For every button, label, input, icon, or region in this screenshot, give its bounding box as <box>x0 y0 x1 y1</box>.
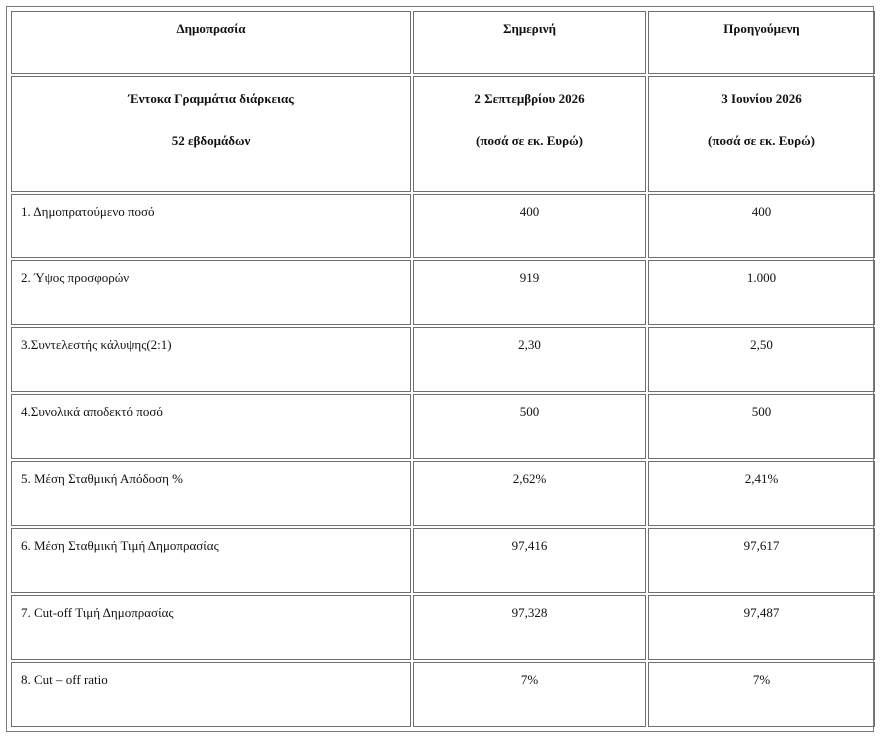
current-value-cell <box>413 327 646 392</box>
current-value-cell <box>413 461 646 526</box>
header-previous-label: Προηγούμενη <box>723 21 800 36</box>
previous-value-cell <box>648 194 875 259</box>
row-label: 7. Cut-off Τιμή Δημοπρασίας <box>21 605 174 621</box>
current-value: 500 <box>519 404 540 420</box>
current-amount-unit: (ποσά σε εκ. Ευρώ) <box>476 132 583 148</box>
previous-value-cell <box>648 461 875 526</box>
previous-value-cell <box>648 260 875 325</box>
row-label-cell <box>11 528 411 593</box>
instrument-duration: 52 εβδομάδων <box>171 132 251 148</box>
current-value: 400 <box>519 203 540 219</box>
header-previous <box>648 11 875 74</box>
header-auction-label: Δημοπρασία <box>176 21 246 36</box>
row-label: 4.Συνολικά αποδεκτό ποσό <box>21 404 163 420</box>
previous-value-cell <box>648 327 875 392</box>
row-label: 2. Ύψος προσφορών <box>21 270 130 286</box>
current-value-cell <box>413 194 646 259</box>
current-value: 97,416 <box>511 538 548 554</box>
previous-auction-date: 3 Ιουνίου 2026 <box>721 90 802 106</box>
current-value-cell <box>413 662 646 727</box>
row-label-cell <box>11 194 411 259</box>
table-row <box>11 662 875 727</box>
current-value: 2,62% <box>512 471 547 487</box>
header-current <box>413 11 646 74</box>
instrument-name: Έντοκα Γραμμάτια διάρκειας <box>128 90 294 106</box>
row-label-cell <box>11 662 411 727</box>
previous-value-cell <box>648 595 875 660</box>
table-row <box>11 260 875 325</box>
current-auction-date: 2 Σεπτεμβρίου 2026 <box>474 90 585 106</box>
auction-results-table <box>9 9 877 729</box>
previous-value-cell <box>648 662 875 727</box>
previous-value: 97,487 <box>743 605 780 621</box>
row-label: 6. Μέση Σταθμική Τιμή Δημοπρασίας <box>21 538 219 554</box>
table-row <box>11 194 875 259</box>
table-row <box>11 528 875 593</box>
row-label: 5. Μέση Σταθμική Απόδοση % <box>21 471 183 487</box>
row-label-cell <box>11 394 411 459</box>
previous-value-cell <box>648 394 875 459</box>
row-label: 3.Συντελεστής κάλυψης(2:1) <box>21 337 172 353</box>
header-current-label: Σημερινή <box>503 21 556 36</box>
table-row <box>11 461 875 526</box>
current-value: 919 <box>519 270 540 286</box>
current-value-cell <box>413 260 646 325</box>
previous-value: 500 <box>751 404 772 420</box>
current-value-cell <box>413 528 646 593</box>
row-label-cell <box>11 327 411 392</box>
current-value: 2,30 <box>518 337 541 353</box>
subheader-current-date <box>413 76 646 192</box>
current-value-cell <box>413 595 646 660</box>
previous-amount-unit: (ποσά σε εκ. Ευρώ) <box>708 132 815 148</box>
subheader-previous-date <box>648 76 875 192</box>
auction-results-frame <box>6 6 874 732</box>
current-value: 7% <box>520 672 539 687</box>
row-label-cell <box>11 260 411 325</box>
row-label: 8. Cut – off ratio <box>21 672 108 687</box>
row-label: 1. Δημοπρατούμενο ποσό <box>21 203 155 219</box>
previous-value: 1.000 <box>746 270 777 286</box>
previous-value: 2,50 <box>750 337 773 353</box>
table-subheader-row <box>11 76 875 192</box>
row-label-cell <box>11 461 411 526</box>
previous-value-cell <box>648 528 875 593</box>
previous-value: 400 <box>751 203 772 219</box>
previous-value: 2,41% <box>744 471 779 487</box>
table-header-row <box>11 11 875 74</box>
header-auction <box>11 11 411 74</box>
table-row <box>11 327 875 392</box>
previous-value: 7% <box>752 672 771 687</box>
subheader-instrument <box>11 76 411 192</box>
previous-value: 97,617 <box>743 538 780 554</box>
table-row <box>11 394 875 459</box>
current-value-cell <box>413 394 646 459</box>
current-value: 97,328 <box>511 605 548 621</box>
table-row <box>11 595 875 660</box>
row-label-cell <box>11 595 411 660</box>
